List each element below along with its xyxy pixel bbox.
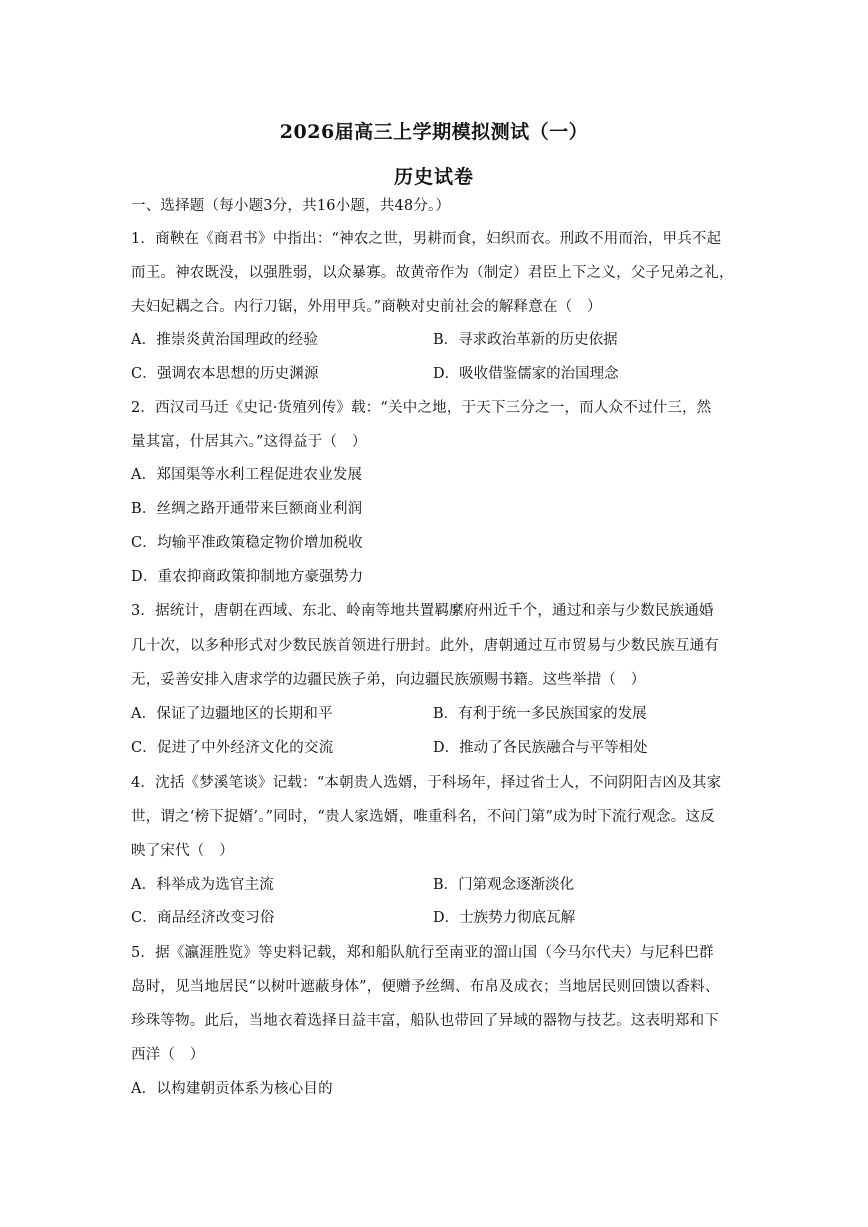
option-c: C．强调农本思想的历史渊源 <box>131 366 319 382</box>
option-a: A．科举成为选官主流 <box>131 877 274 893</box>
question-text-line: 几十次，以多种形式对少数民族首领进行册封。此外，唐朝通过互市贸易与少数民族互通有 <box>131 638 719 654</box>
question-text-line: 量其富，什居其六。”这得益于（ ） <box>131 434 367 450</box>
option-a: A．以构建朝贡体系为核心目的 <box>131 1081 333 1097</box>
option-a: A．郑国渠等水利工程促进农业发展 <box>131 467 363 483</box>
question-text-line: 珍珠等物。此后，当地衣着选择日益丰富，船队也带回了异域的器物与技艺。这表明郑和下 <box>131 1013 719 1029</box>
question-text-line: 世，谓之‘榜下捉婿’。”同时，“贵人家选婿，唯重科名，不问门第”成为时下流行观念。这反 <box>131 809 715 825</box>
exam-subtitle: 历史试卷 <box>393 166 474 188</box>
exam-title: 2026届高三上学期模拟测试（一） <box>279 121 589 143</box>
question-text-line: 西洋（ ） <box>131 1047 205 1063</box>
option-b: B．门第观念逐渐淡化 <box>433 877 575 893</box>
option-d: D．重农抑商政策抑制地方豪强势力 <box>131 569 364 585</box>
option-c: C．均输平准政策稳定物价增加税收 <box>131 535 363 551</box>
question-text-line: 5．据《瀛涯胜览》等史料记载，郑和船队航行至南亚的溜山国（今马尔代夫）与尼科巴群 <box>131 945 714 961</box>
question-text-line: 1．商鞅在《商君书》中指出：“神农之世，男耕而食，妇织而衣。刑政不用而治，甲兵不起 <box>131 231 722 247</box>
question-text-line: 3．据统计，唐朝在西域、东北、岭南等地共置羁縻府州近千个，通过和亲与少数民族通婚 <box>131 603 714 619</box>
option-d: D．吸收借鉴儒家的治国理念 <box>433 366 619 382</box>
question-text-line: 2．西汉司马迁《史记·货殖列传》载：“关中之地，于天下三分之一，而人众不过什三，然 <box>131 400 712 416</box>
question-text-line: 夫妇妃耦之合。内行刀锯，外用甲兵。”商鞅对史前社会的解释意在（ ） <box>131 299 602 315</box>
option-b: B．丝绸之路开通带来巨额商业利润 <box>131 501 363 517</box>
option-b: B．有利于统一多民族国家的发展 <box>433 706 647 722</box>
question-text-line: 映了宋代（ ） <box>131 843 234 859</box>
question-text-line: 而王。神农既没，以强胜弱，以众暴寡。故黄帝作为（制定）君臣上下之义，父子兄弟之礼， <box>131 265 734 281</box>
option-b: B．寻求政治革新的历史依据 <box>433 332 618 348</box>
option-d: D．士族势力彻底瓦解 <box>433 910 576 926</box>
option-d: D．推动了各民族融合与平等相处 <box>433 740 648 756</box>
option-c: C．商品经济改变习俗 <box>131 910 275 926</box>
question-text-line: 无，妥善安排入唐求学的边疆民族子弟，向边疆民族颁赐书籍。这些举措（ ） <box>131 672 646 688</box>
section-heading: 一、选择题（每小题3分，共16小题，共48分。） <box>131 198 451 214</box>
question-text-line: 岛时，见当地居民“以树叶遮蔽身体”，便赠予丝绸、布帛及成衣；当地居民则回馈以香料、 <box>131 979 720 995</box>
option-a: A．保证了边疆地区的长期和平 <box>131 706 333 722</box>
option-c: C．促进了中外经济文化的交流 <box>131 740 334 756</box>
question-text-line: 4．沈括《梦溪笔谈》记载：“本朝贵人选婿，于科场年，择过省士人，不问阴阳吉凶及其家 <box>131 775 722 791</box>
option-a: A．推崇炎黄治国理政的经验 <box>131 332 319 348</box>
